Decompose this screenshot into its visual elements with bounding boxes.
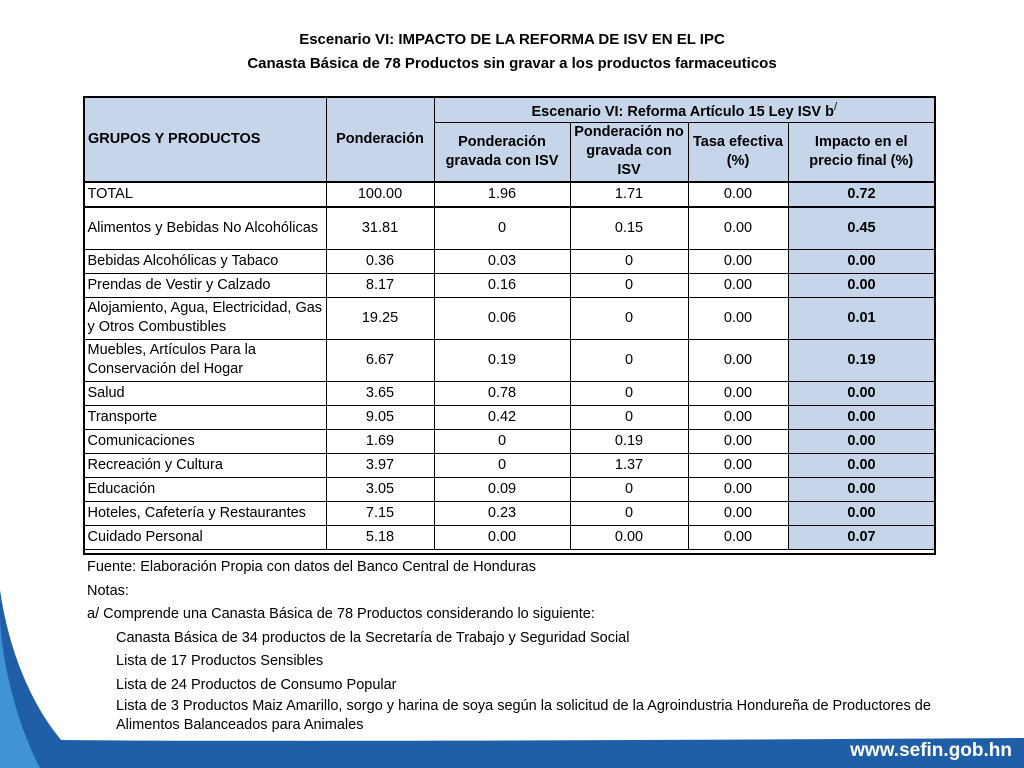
row-no-gravada: 1.71	[570, 182, 688, 207]
header-tasa: Tasa efectiva (%)	[688, 122, 788, 182]
row-name: Comunicaciones	[84, 429, 326, 453]
row-gravada: 0	[434, 453, 570, 477]
row-gravada: 1.96	[434, 182, 570, 207]
row-name: Cuidado Personal	[84, 525, 326, 549]
row-no-gravada: 0	[570, 405, 688, 429]
row-tasa: 0.00	[688, 249, 788, 273]
row-name: Muebles, Artículos Para la Conservación del Hogar	[84, 339, 326, 381]
row-tasa: 0.00	[688, 453, 788, 477]
row-impacto: 0.19	[788, 339, 935, 381]
row-impacto: 0.00	[788, 477, 935, 501]
row-impacto: 0.45	[788, 207, 935, 250]
row-tasa: 0.00	[688, 182, 788, 207]
header-scenario-sup: /	[833, 101, 838, 113]
row-ponderacion: 19.25	[326, 297, 434, 339]
row-gravada: 0	[434, 207, 570, 250]
row-no-gravada: 0.15	[570, 207, 688, 250]
row-gravada: 0.42	[434, 405, 570, 429]
row-no-gravada: 0	[570, 501, 688, 525]
source-note: Fuente: Elaboración Propia con datos del Banco Central de Honduras	[87, 559, 536, 575]
row-no-gravada: 1.37	[570, 453, 688, 477]
row-no-gravada: 0.00	[570, 525, 688, 549]
row-name: Transporte	[84, 405, 326, 429]
row-no-gravada: 0	[570, 339, 688, 381]
row-name: Alimentos y Bebidas No Alcohólicas	[84, 207, 326, 250]
row-tasa: 0.00	[688, 501, 788, 525]
row-gravada: 0	[434, 429, 570, 453]
row-ponderacion: 0.36	[326, 249, 434, 273]
table-row	[84, 429, 935, 453]
row-impacto: 0.00	[788, 273, 935, 297]
row-impacto: 0.00	[788, 405, 935, 429]
table-row	[84, 207, 935, 250]
row-ponderacion: 3.65	[326, 381, 434, 405]
row-name: Educación	[84, 477, 326, 501]
footer-url-link[interactable]: www.sefin.gob.hn	[850, 740, 1012, 761]
table-row	[84, 525, 935, 549]
row-ponderacion: 3.97	[326, 453, 434, 477]
row-ponderacion: 100.00	[326, 182, 434, 207]
row-no-gravada: 0	[570, 297, 688, 339]
table-row	[84, 297, 935, 339]
table-row	[84, 273, 935, 297]
row-gravada: 0.03	[434, 249, 570, 273]
notes-label: Notas:	[87, 582, 129, 599]
header-impacto: Impacto en el precio final (%)	[788, 122, 935, 182]
row-tasa: 0.00	[688, 297, 788, 339]
row-impacto: 0.00	[788, 249, 935, 273]
row-name: Recreación y Cultura	[84, 453, 326, 477]
row-impacto: 0.00	[788, 501, 935, 525]
row-name: TOTAL	[84, 182, 326, 207]
table-row	[84, 339, 935, 381]
row-tasa: 0.00	[688, 477, 788, 501]
row-name: Prendas de Vestir y Calzado	[84, 273, 326, 297]
row-ponderacion: 1.69	[326, 429, 434, 453]
row-impacto: 0.00	[788, 453, 935, 477]
table-row	[84, 381, 935, 405]
header-scenario	[434, 97, 935, 122]
row-no-gravada: 0	[570, 477, 688, 501]
row-name: Hoteles, Cafetería y Restaurantes	[84, 501, 326, 525]
row-tasa: 0.00	[688, 405, 788, 429]
row-ponderacion: 5.18	[326, 525, 434, 549]
row-tasa: 0.00	[688, 381, 788, 405]
row-ponderacion: 8.17	[326, 273, 434, 297]
row-tasa: 0.00	[688, 339, 788, 381]
row-gravada: 0.09	[434, 477, 570, 501]
header-groups: GRUPOS Y PRODUCTOS	[84, 97, 326, 182]
row-ponderacion: 3.05	[326, 477, 434, 501]
table-row	[84, 182, 935, 207]
row-gravada: 0.19	[434, 339, 570, 381]
table-row	[84, 501, 935, 525]
row-impacto: 0.07	[788, 525, 935, 549]
row-ponderacion: 6.67	[326, 339, 434, 381]
row-name: Bebidas Alcohólicas y Tabaco	[84, 249, 326, 273]
row-impacto: 0.72	[788, 182, 935, 207]
row-no-gravada: 0	[570, 249, 688, 273]
row-no-gravada: 0	[570, 273, 688, 297]
note-item: Lista de 3 Productos Maiz Amarillo, sorgo y harina de soya según la solicitud de la Agroindustria Hondureña de Productores de Alimentos Balanceados para Animales	[116, 698, 931, 733]
row-tasa: 0.00	[688, 525, 788, 549]
row-impacto: 0.00	[788, 429, 935, 453]
row-gravada: 0.16	[434, 273, 570, 297]
row-gravada: 0.23	[434, 501, 570, 525]
page-title: Escenario VI: IMPACTO DE LA REFORMA DE ISV EN EL IPC	[299, 31, 725, 48]
row-impacto: 0.00	[788, 381, 935, 405]
row-no-gravada: 0	[570, 381, 688, 405]
header-ponderacion: Ponderación	[326, 97, 434, 182]
row-impacto: 0.01	[788, 297, 935, 339]
row-name: Salud	[84, 381, 326, 405]
header-no-gravada: Ponderación no gravada con ISV	[570, 122, 688, 182]
impact-table	[83, 96, 936, 550]
header-gravada: Ponderación gravada con ISV	[434, 122, 570, 182]
note-a: a/ Comprende una Canasta Básica de 78 Productos considerando lo siguiente:	[87, 606, 595, 622]
row-tasa: 0.00	[688, 207, 788, 250]
row-no-gravada: 0.19	[570, 429, 688, 453]
table-row	[84, 249, 935, 273]
row-tasa: 0.00	[688, 273, 788, 297]
header-scenario-text: Escenario VI: Reforma Artículo 15 Ley ISV b	[531, 103, 834, 120]
table-row	[84, 405, 935, 429]
row-ponderacion: 9.05	[326, 405, 434, 429]
note-item: Lista de 24 Productos de Consumo Popular	[116, 676, 397, 693]
table-row	[84, 477, 935, 501]
note-item: Lista de 17 Productos Sensibles	[116, 653, 324, 669]
row-ponderacion: 31.81	[326, 207, 434, 250]
page-subtitle: Canasta Básica de 78 Productos sin gravar a los productos farmaceuticos	[247, 55, 777, 72]
row-tasa: 0.00	[688, 429, 788, 453]
table-row	[84, 453, 935, 477]
row-ponderacion: 7.15	[326, 501, 434, 525]
row-gravada: 0.00	[434, 525, 570, 549]
row-gravada: 0.06	[434, 297, 570, 339]
row-name: Alojamiento, Agua, Electricidad, Gas y Otros Combustibles	[84, 297, 326, 339]
row-gravada: 0.78	[434, 381, 570, 405]
note-item: Canasta Básica de 34 productos de la Secretaría de Trabajo y Seguridad Social	[116, 629, 630, 646]
